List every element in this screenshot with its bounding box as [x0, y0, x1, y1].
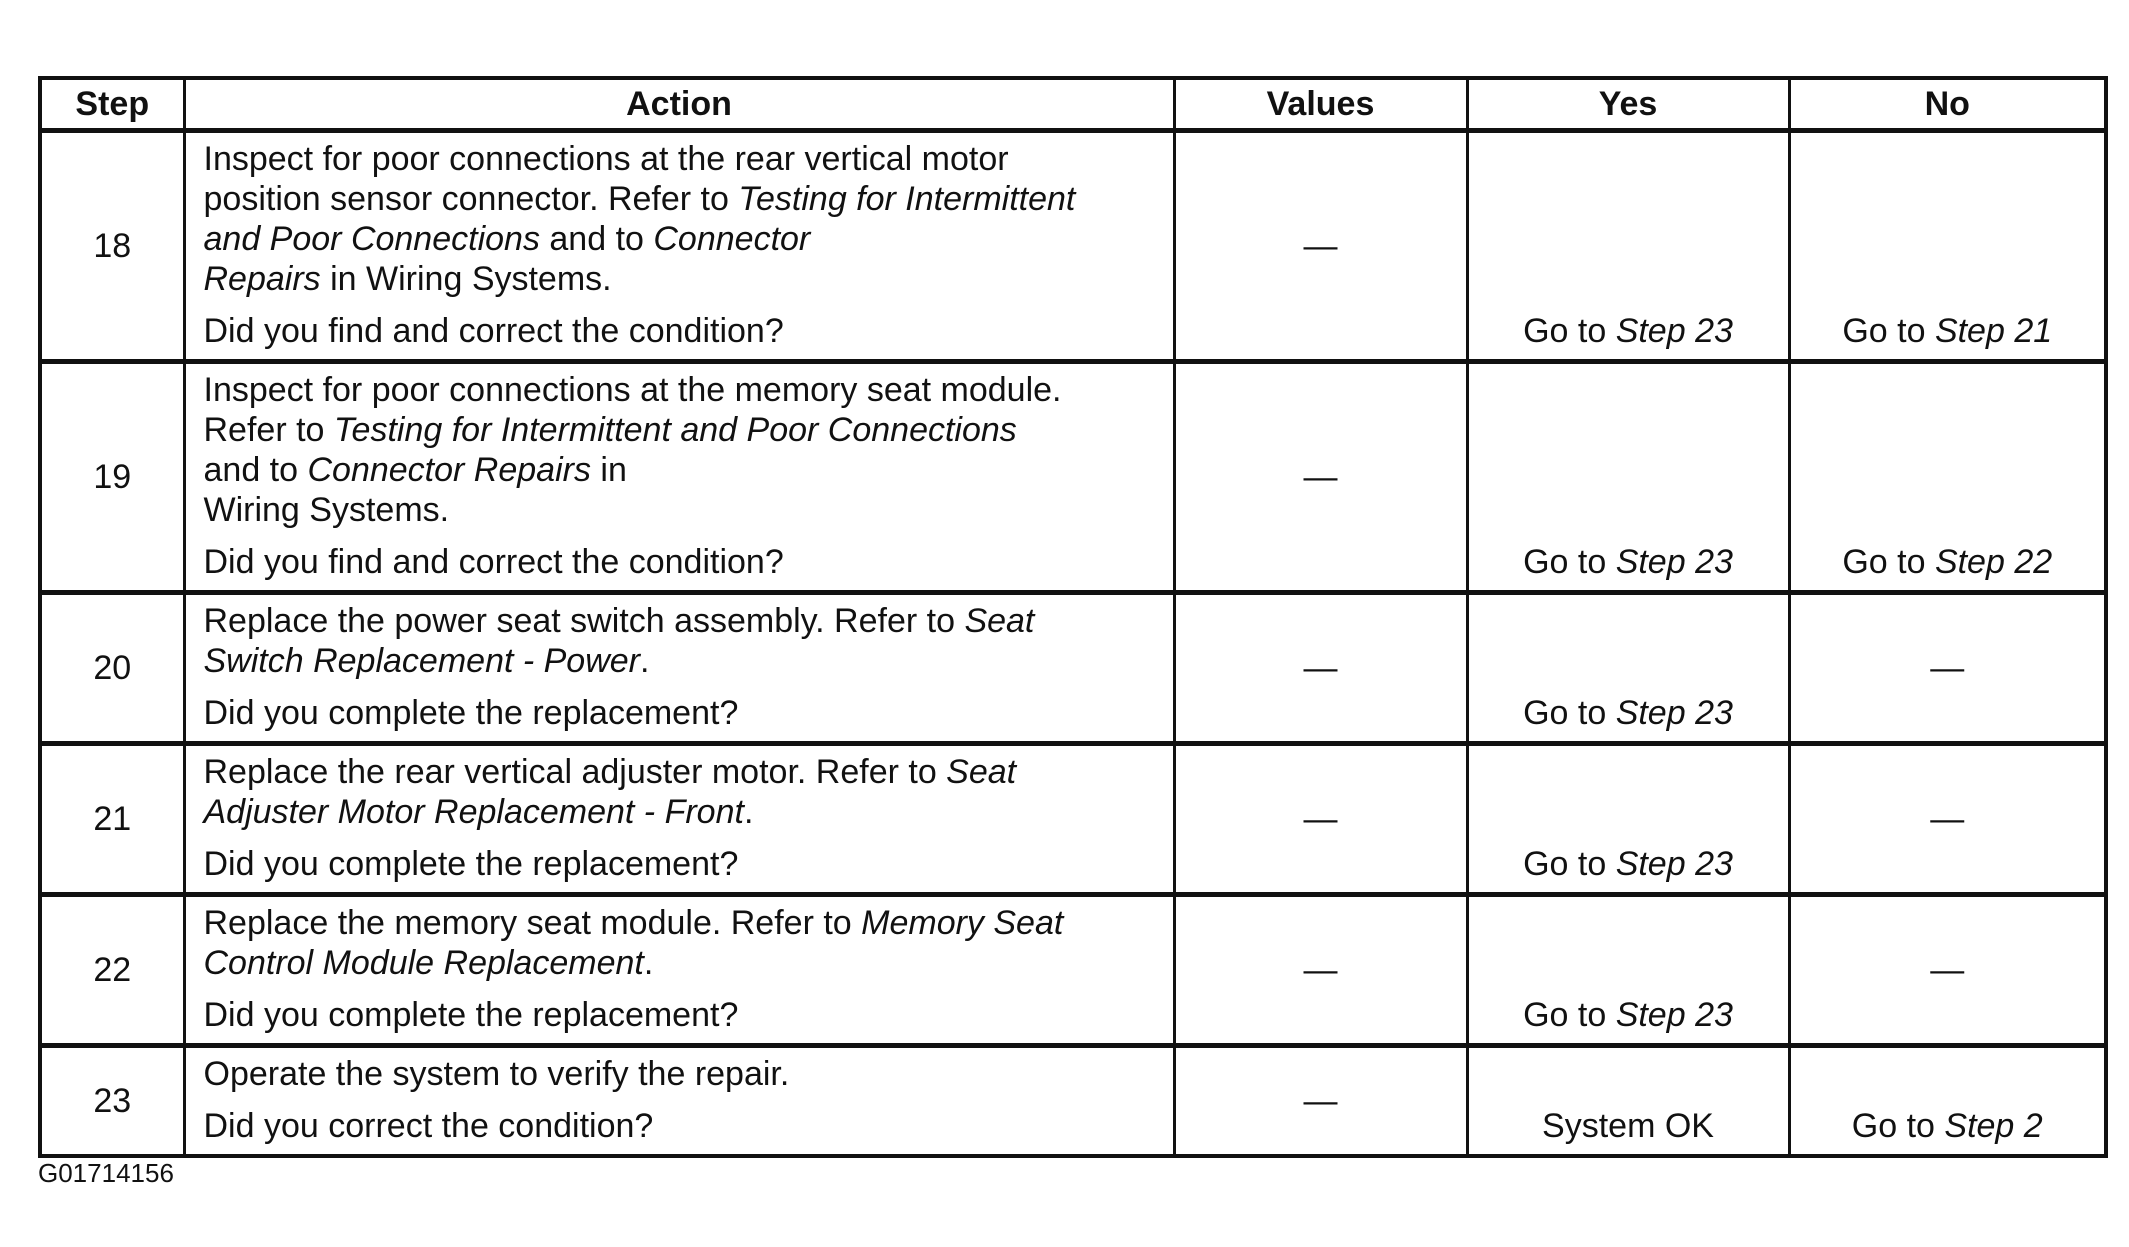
yes-prefix: Go to	[1523, 845, 1616, 883]
figure-code: G01714156	[38, 1158, 174, 1188]
step-number: 18	[40, 131, 184, 362]
no-prefix: Go to	[1842, 312, 1935, 350]
no-prefix: Go to	[1851, 1107, 1945, 1145]
action-question: Did you find and correct the condition?	[203, 312, 784, 350]
action-cell	[184, 131, 1174, 362]
action-question: Did you correct the condition?	[203, 1107, 654, 1145]
no-cell: —	[1789, 744, 2106, 895]
action-cell	[184, 362, 1174, 593]
table-row	[40, 744, 2106, 895]
step-number: 19	[40, 362, 184, 593]
header-yes: Yes	[1467, 78, 1789, 131]
yes-prefix: Go to	[1523, 694, 1616, 732]
no-cell: —	[1789, 895, 2106, 1046]
yes-prefix: Go to	[1523, 543, 1616, 581]
no-step-ref: Step 22	[1934, 543, 2053, 581]
table-row	[40, 895, 2106, 1046]
diagnostic-table	[38, 76, 2108, 1158]
yes-prefix: Go to	[1523, 996, 1616, 1034]
action-cell	[184, 895, 1174, 1046]
header-action: Action	[184, 78, 1174, 131]
action-cell	[184, 1046, 1174, 1157]
no-cell	[1789, 131, 2106, 362]
values-cell: —	[1174, 744, 1467, 895]
action-question: Did you complete the replacement?	[203, 694, 739, 732]
values-cell: —	[1174, 593, 1467, 744]
table-row	[40, 593, 2106, 744]
action-instruction: Replace the power seat switch assembly. Refer to Seat Switch Replacement - Power.	[203, 602, 1035, 680]
header-values: Values	[1174, 78, 1467, 131]
action-instruction: Replace the rear vertical adjuster motor. Refer to Seat Adjuster Motor Replacement - Front.	[203, 753, 1017, 831]
yes-prefix: System OK	[1542, 1107, 1714, 1145]
action-question: Did you find and correct the condition?	[203, 543, 784, 581]
values-cell: —	[1174, 362, 1467, 593]
yes-cell	[1467, 131, 1789, 362]
action-instruction: Inspect for poor connections at the rear vertical motor position sensor connector. Refer to Testing for Intermittent and Poor Connections and to Connector Repairs in Wiring Systems.	[203, 140, 1076, 298]
yes-step-ref: Step 23	[1615, 543, 1733, 581]
action-instruction: Inspect for poor connections at the memory seat module. Refer to Testing for Intermittent and Poor Connections and to Connector Repairs in Wiring Systems.	[203, 371, 1062, 529]
action-instruction: Replace the memory seat module. Refer to Memory Seat Control Module Replacement.	[203, 904, 1064, 982]
no-step-ref: Step 21	[1934, 312, 2053, 350]
action-question: Did you complete the replacement?	[203, 845, 739, 883]
yes-cell	[1467, 895, 1789, 1046]
yes-prefix: Go to	[1523, 312, 1616, 350]
no-cell	[1789, 362, 2106, 593]
action-question: Did you complete the replacement?	[203, 996, 739, 1034]
yes-cell	[1467, 1046, 1789, 1157]
no-cell: —	[1789, 593, 2106, 744]
header-no: No	[1789, 78, 2106, 131]
no-cell	[1789, 1046, 2106, 1157]
no-prefix: Go to	[1842, 543, 1935, 581]
header-row	[40, 78, 2106, 131]
step-number: 23	[40, 1046, 184, 1157]
action-cell	[184, 593, 1174, 744]
yes-step-ref: Step 23	[1615, 996, 1733, 1034]
yes-cell	[1467, 593, 1789, 744]
step-number: 20	[40, 593, 184, 744]
yes-step-ref: Step 23	[1615, 694, 1733, 732]
values-cell: —	[1174, 1046, 1467, 1157]
table-row	[40, 362, 2106, 593]
values-cell: —	[1174, 895, 1467, 1046]
action-instruction: Operate the system to verify the repair.	[203, 1055, 790, 1093]
yes-cell	[1467, 744, 1789, 895]
yes-step-ref: Step 23	[1615, 312, 1733, 350]
action-cell	[184, 744, 1174, 895]
step-number: 21	[40, 744, 184, 895]
values-cell: —	[1174, 131, 1467, 362]
no-step-ref: Step 2	[1944, 1107, 2043, 1145]
yes-step-ref: Step 23	[1615, 845, 1733, 883]
yes-cell	[1467, 362, 1789, 593]
table-row	[40, 1046, 2106, 1157]
table-row	[40, 131, 2106, 362]
step-number: 22	[40, 895, 184, 1046]
header-step: Step	[40, 78, 184, 131]
